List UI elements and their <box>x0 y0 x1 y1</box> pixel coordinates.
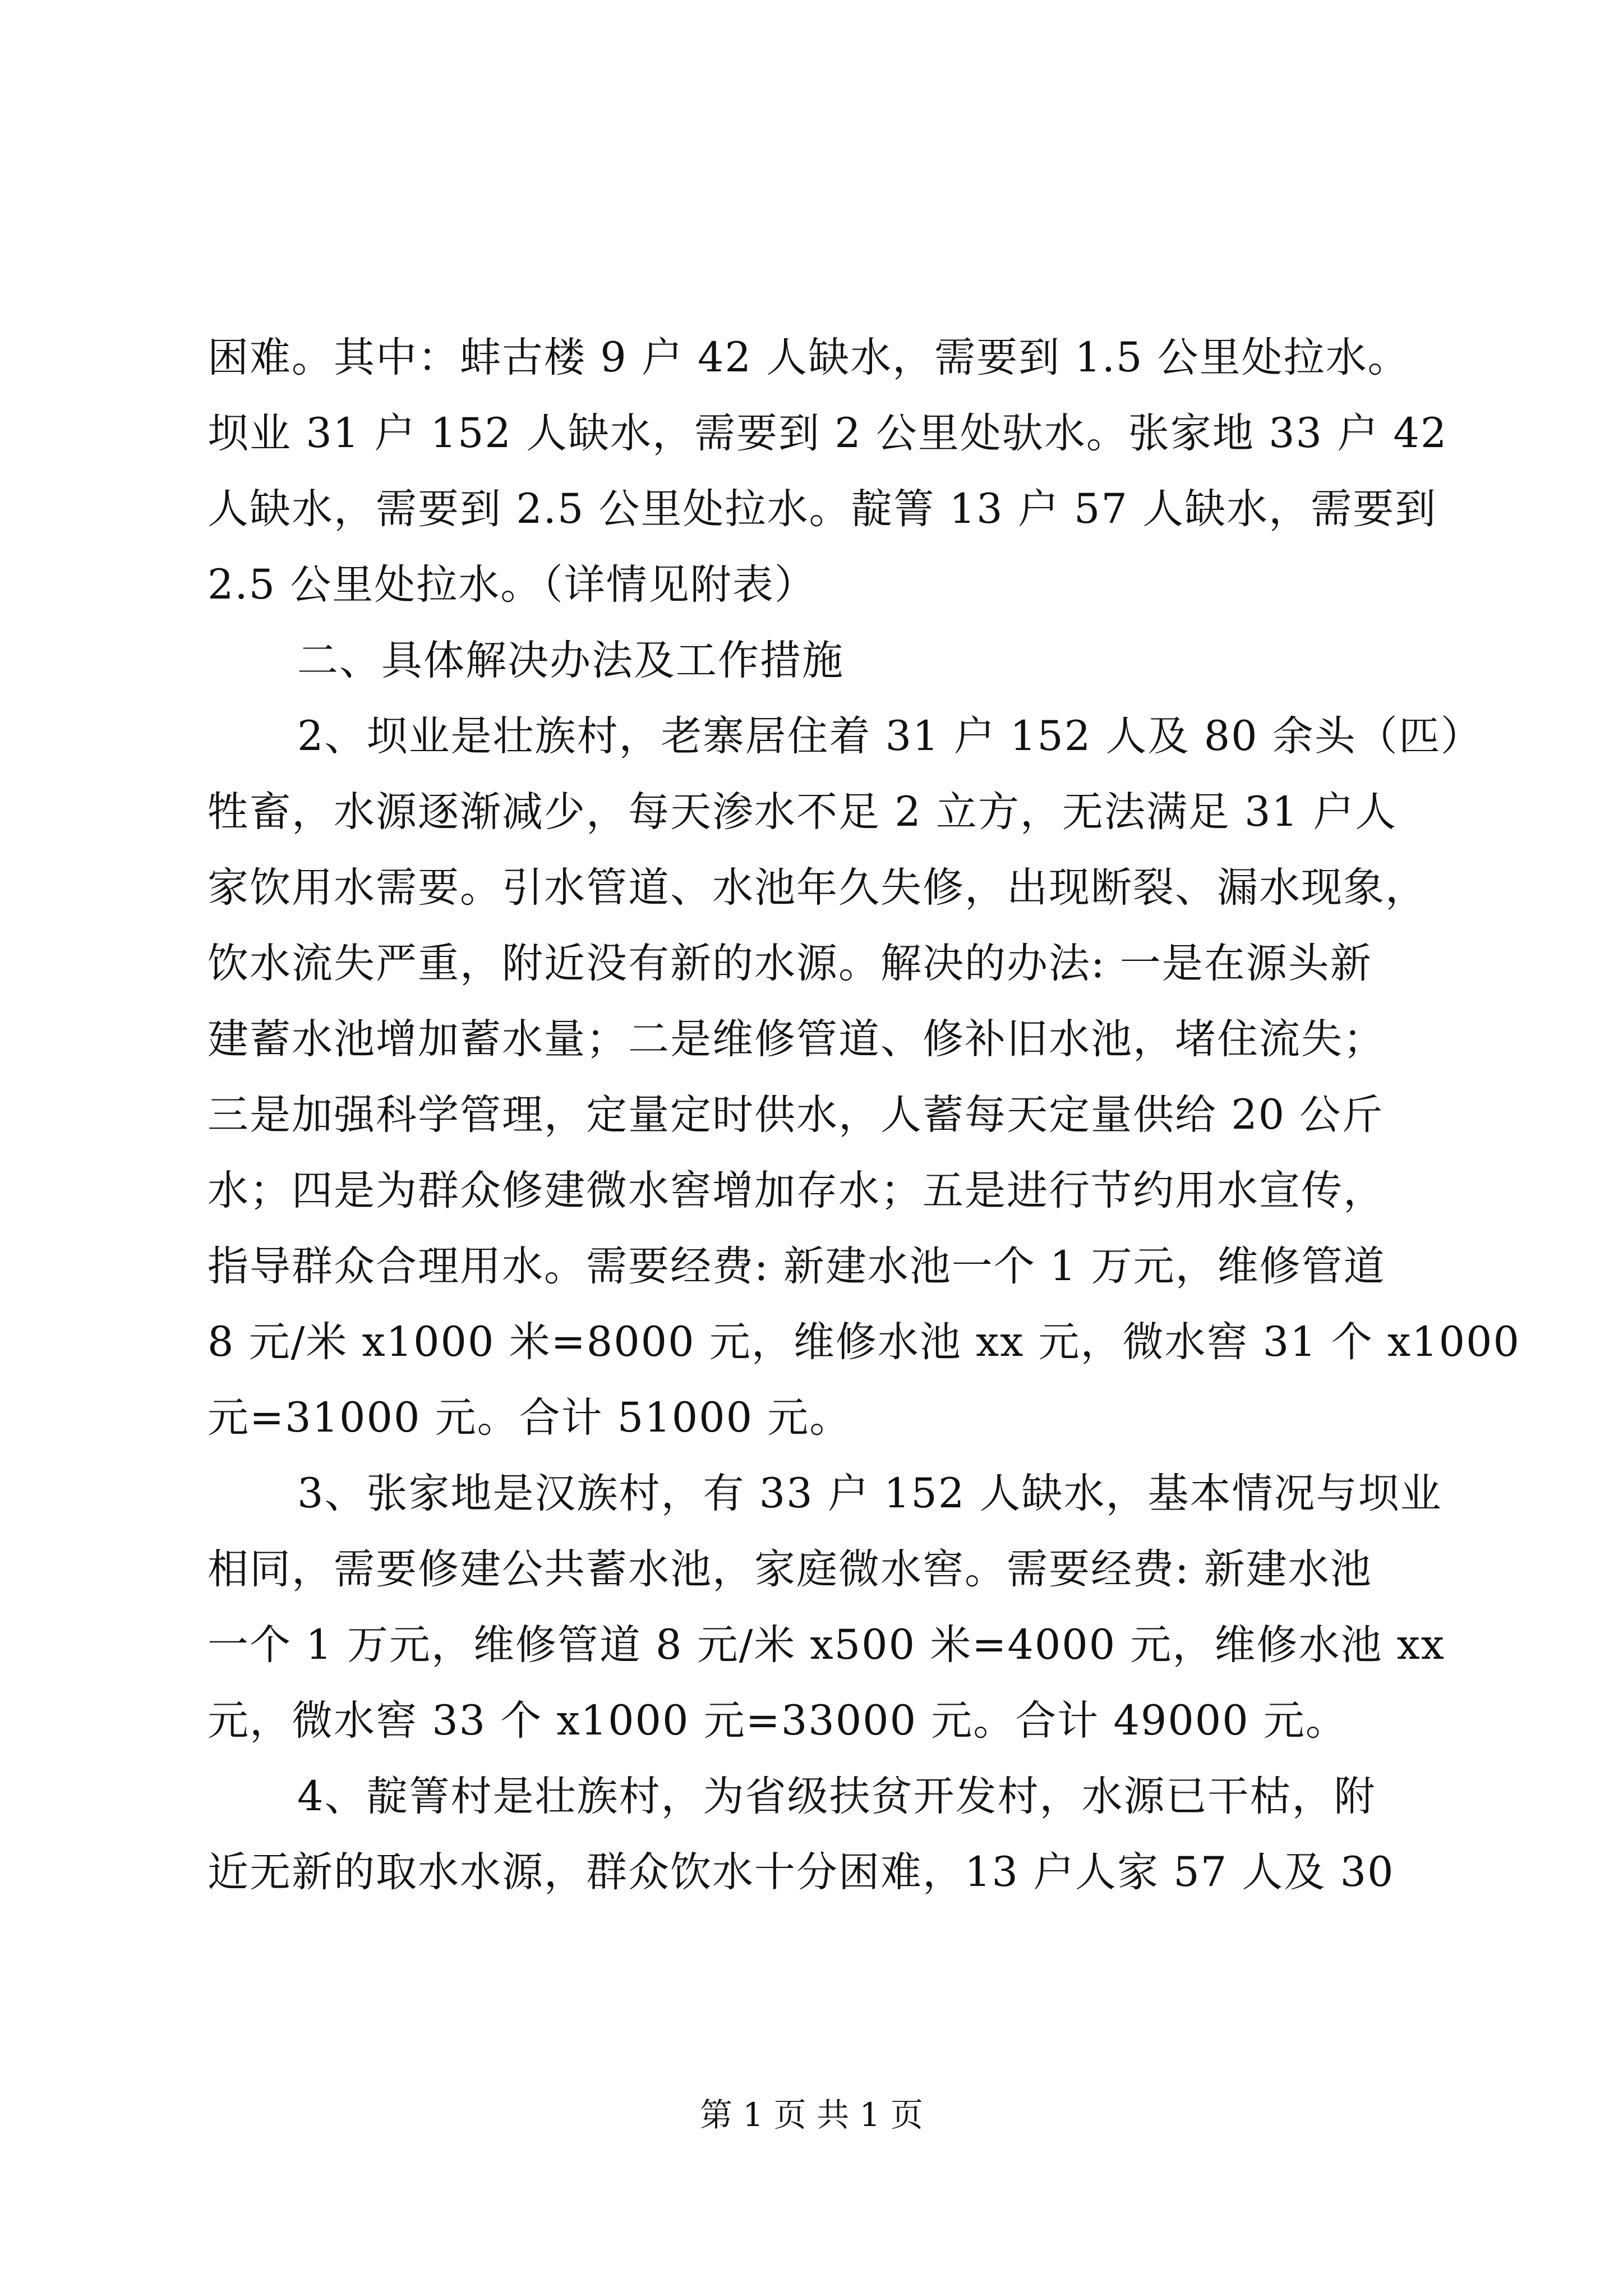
text-line: 元=31000 元。合计 51000 元。 <box>208 1394 852 1442</box>
text-line: 建蓄水池增加蓄水量；二是维修管道、修补旧水池，堵住流失； <box>208 1015 1385 1063</box>
text-line: 三是加强科学管理，定量定时供水，人蓄每天定量供给 20 公斤 <box>208 1091 1384 1139</box>
text-line: 困难。其中：蚌古楼 9 户 42 人缺水，需要到 1.5 公里处拉水。 <box>208 334 1410 381</box>
text-line: 一个 1 万元，维修管道 8 元/米 x500 米=4000 元，维修水池 xx <box>208 1621 1445 1669</box>
section-heading: 二、具体解决办法及工作措施 <box>297 637 844 684</box>
text-line: 8 元/米 x1000 米=8000 元，维修水池 xx 元，微水窖 31 个 x1000 <box>208 1318 1520 1366</box>
text-line: 2.5 公里处拉水。（详情见附表） <box>208 561 817 609</box>
text-line: 指导群众合理用水。需要经费: 新建水池一个 1 万元，维修管道 <box>208 1243 1386 1290</box>
text-line: 相同，需要修建公共蓄水池，家庭微水窖。需要经费: 新建水池 <box>208 1545 1372 1593</box>
text-line: 近无新的取水水源，群众饮水十分困难，13 户人家 57 人及 30 <box>208 1848 1395 1896</box>
text-line: 牲畜，水源逐渐减少，每天渗水不足 2 立方，无法满足 31 户人 <box>208 788 1398 836</box>
text-line: 饮水流失严重，附近没有新的水源。解决的办法: 一是在源头新 <box>208 940 1372 987</box>
page-footer: 第 1 页 共 1 页 <box>700 2096 923 2134</box>
paragraph-start: 3、张家地是汉族村，有 33 户 152 人缺水，基本情况与坝业 <box>297 1470 1442 1517</box>
text-line: 元，微水窖 33 个 x1000 元=33000 元。合计 49000 元。 <box>208 1697 1348 1745</box>
text-line: 家饮用水需要。引水管道、水池年久失修，出现断裂、漏水现象， <box>208 864 1427 912</box>
text-line: 坝业 31 户 152 人缺水，需要到 2 公里处驮水。张家地 33 户 42 <box>208 409 1448 457</box>
text-line: 人缺水，需要到 2.5 公里处拉水。靛箐 13 户 57 人缺水，需要到 <box>208 485 1437 533</box>
paragraph-start: 4、靛箐村是壮族村，为省级扶贫开发村，水源已干枯，附 <box>297 1773 1376 1820</box>
paragraph-start: 2、坝业是壮族村，老寨居住着 31 户 152 人及 80 余头（匹） <box>297 712 1483 760</box>
text-line: 水；四是为群众修建微水窖增加存水；五是进行节约用水宣传， <box>208 1167 1385 1214</box>
